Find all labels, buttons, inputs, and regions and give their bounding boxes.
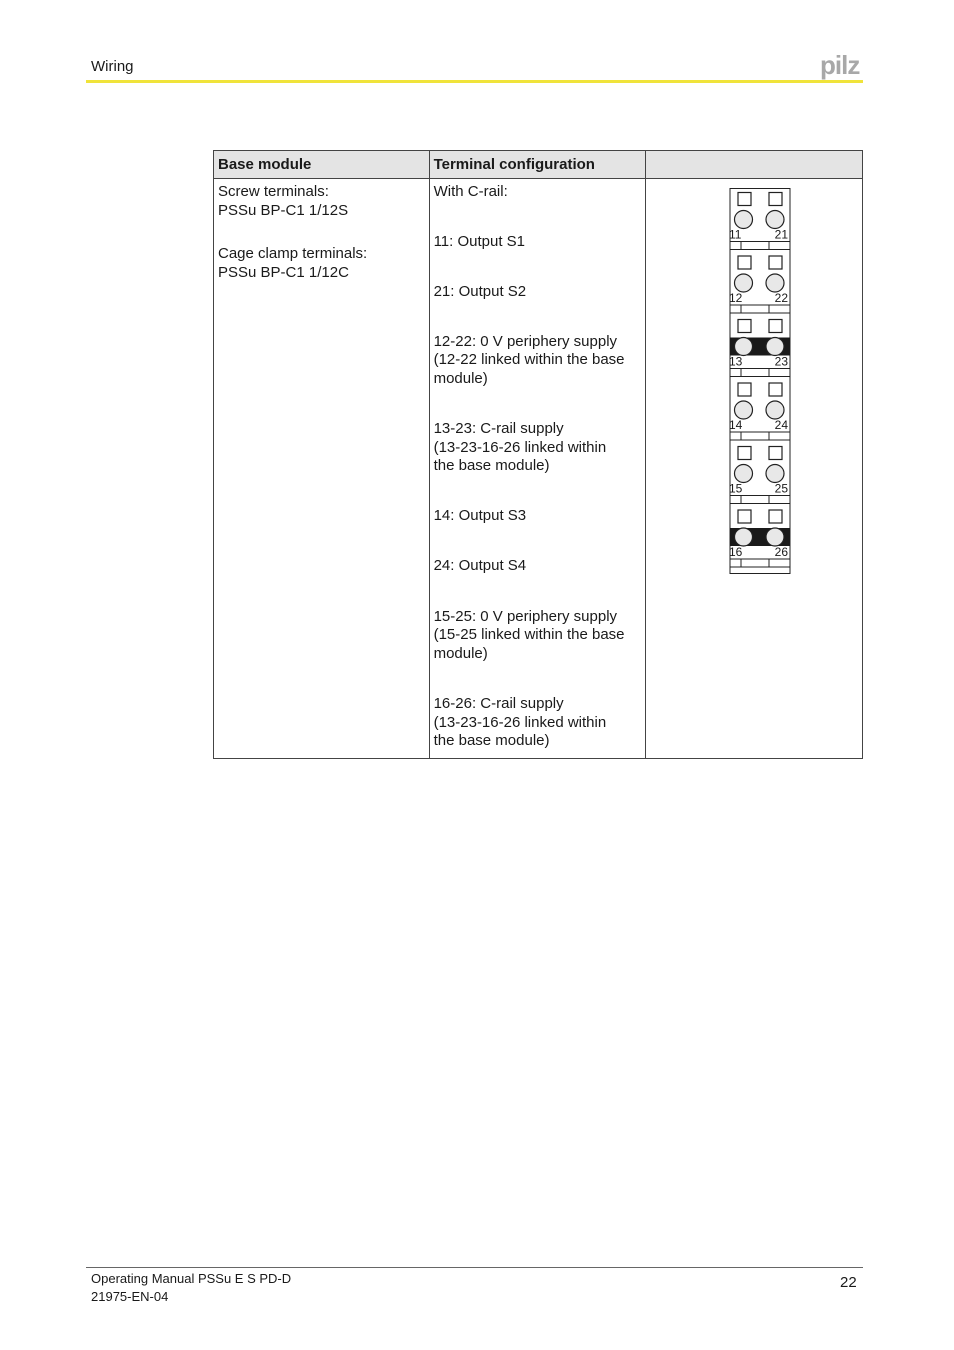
screw-slot-left-14: [738, 383, 751, 396]
diagram-cell: [646, 179, 863, 759]
terminal-14-circle: [735, 401, 753, 419]
terminal-label-23: 23: [775, 354, 789, 369]
pilz-logo: [820, 52, 864, 80]
config-13-23-title: 13-23: C-rail supply: [433, 420, 564, 437]
config-21: 21: Output S2: [433, 283, 527, 300]
terminal-config-cell: [429, 179, 646, 759]
page-number: 22: [840, 1274, 857, 1291]
terminal-15-circle: [735, 465, 753, 483]
terminal-label-13: 13: [729, 354, 743, 369]
footer-doc-number: 21975-EN-04: [91, 1288, 169, 1304]
screw-slot-left-12: [738, 256, 751, 269]
cage-clamp-label: Cage clamp terminals:: [218, 245, 368, 262]
screw-slot-right-22: [769, 256, 782, 269]
terminal-table: [213, 150, 863, 759]
terminal-label-16: 16: [729, 545, 743, 559]
terminal-label-11: 11: [729, 227, 742, 242]
footer-info: [91, 1270, 291, 1305]
screw-terminals-label: Screw terminals:: [218, 183, 329, 200]
terminal-16-circle: [735, 528, 753, 546]
terminal-block-diagram: [729, 188, 791, 576]
config-intro: With C-rail:: [433, 183, 508, 200]
header-rule: [86, 80, 863, 83]
screw-slot-right-25: [769, 447, 782, 460]
table-row: [214, 179, 863, 759]
screw-slot-right-23: [769, 320, 782, 333]
screw-slot-right-26: [769, 510, 782, 523]
terminal-25-circle: [766, 465, 784, 483]
terminal-label-14: 14: [729, 418, 743, 432]
terminal-26-circle: [766, 528, 784, 546]
config-12-22-note-end: module): [433, 369, 488, 387]
terminal-13-circle: [735, 338, 753, 356]
header-terminal-configuration: Terminal configuration: [429, 151, 646, 179]
terminal-22-circle: [766, 274, 784, 292]
config-15-25-note: (15-25 linked within the base: [433, 626, 625, 643]
terminal-label-24: 24: [775, 418, 789, 432]
terminal-label-25: 25: [775, 481, 789, 496]
terminal-label-21: 21: [775, 227, 789, 242]
terminal-23-circle: [766, 338, 784, 356]
config-11: 11: Output S1: [433, 232, 526, 250]
terminal-12-circle: [735, 274, 753, 292]
config-13-23-note-end: the base module): [433, 457, 550, 474]
cage-clamp-model: PSSu BP-C1 1/12C: [218, 263, 349, 281]
terminal-24-circle: [766, 401, 784, 419]
screw-terminals-model: PSSu BP-C1 1/12S: [218, 201, 349, 219]
section-title: Wiring: [91, 58, 134, 75]
terminal-label-12: 12: [729, 291, 743, 305]
screw-slot-right-21: [769, 193, 782, 206]
screw-slot-left-13: [738, 320, 751, 333]
terminal-label-22: 22: [775, 291, 789, 305]
base-module-cell: [214, 179, 430, 759]
terminal-label-26: 26: [775, 545, 789, 559]
terminal-21-circle: [766, 211, 784, 229]
terminal-11-circle: [735, 211, 753, 229]
terminal-label-15: 15: [729, 481, 743, 496]
logo-text: pilz: [820, 52, 860, 80]
config-16-26-note: (13-23-16-26 linked within: [433, 713, 607, 731]
screw-slot-left-11: [738, 193, 751, 206]
config-24: 24: Output S4: [433, 557, 527, 574]
footer-rule: [86, 1267, 863, 1268]
config-15-25-title: 15-25: 0 V periphery supply: [433, 607, 618, 625]
config-12-22-title: 12-22: 0 V periphery supply: [433, 332, 618, 350]
config-14: 14: Output S3: [433, 506, 527, 524]
config-15-25-note-end: module): [433, 644, 488, 662]
config-13-23-note: (13-23-16-26 linked within: [433, 438, 607, 456]
screw-slot-left-15: [738, 447, 751, 460]
screw-slot-right-24: [769, 383, 782, 396]
config-16-26-title: 16-26: C-rail supply: [433, 695, 564, 712]
config-12-22-note: (12-22 linked within the base: [433, 351, 625, 368]
config-16-26-note-end: the base module): [433, 732, 550, 749]
header-base-module: Base module: [214, 151, 430, 179]
screw-slot-left-16: [738, 510, 751, 523]
table-header-row: [214, 151, 863, 179]
footer-manual-title: Operating Manual PSSu E S PD-D: [91, 1271, 292, 1286]
header-diagram: [646, 151, 863, 179]
